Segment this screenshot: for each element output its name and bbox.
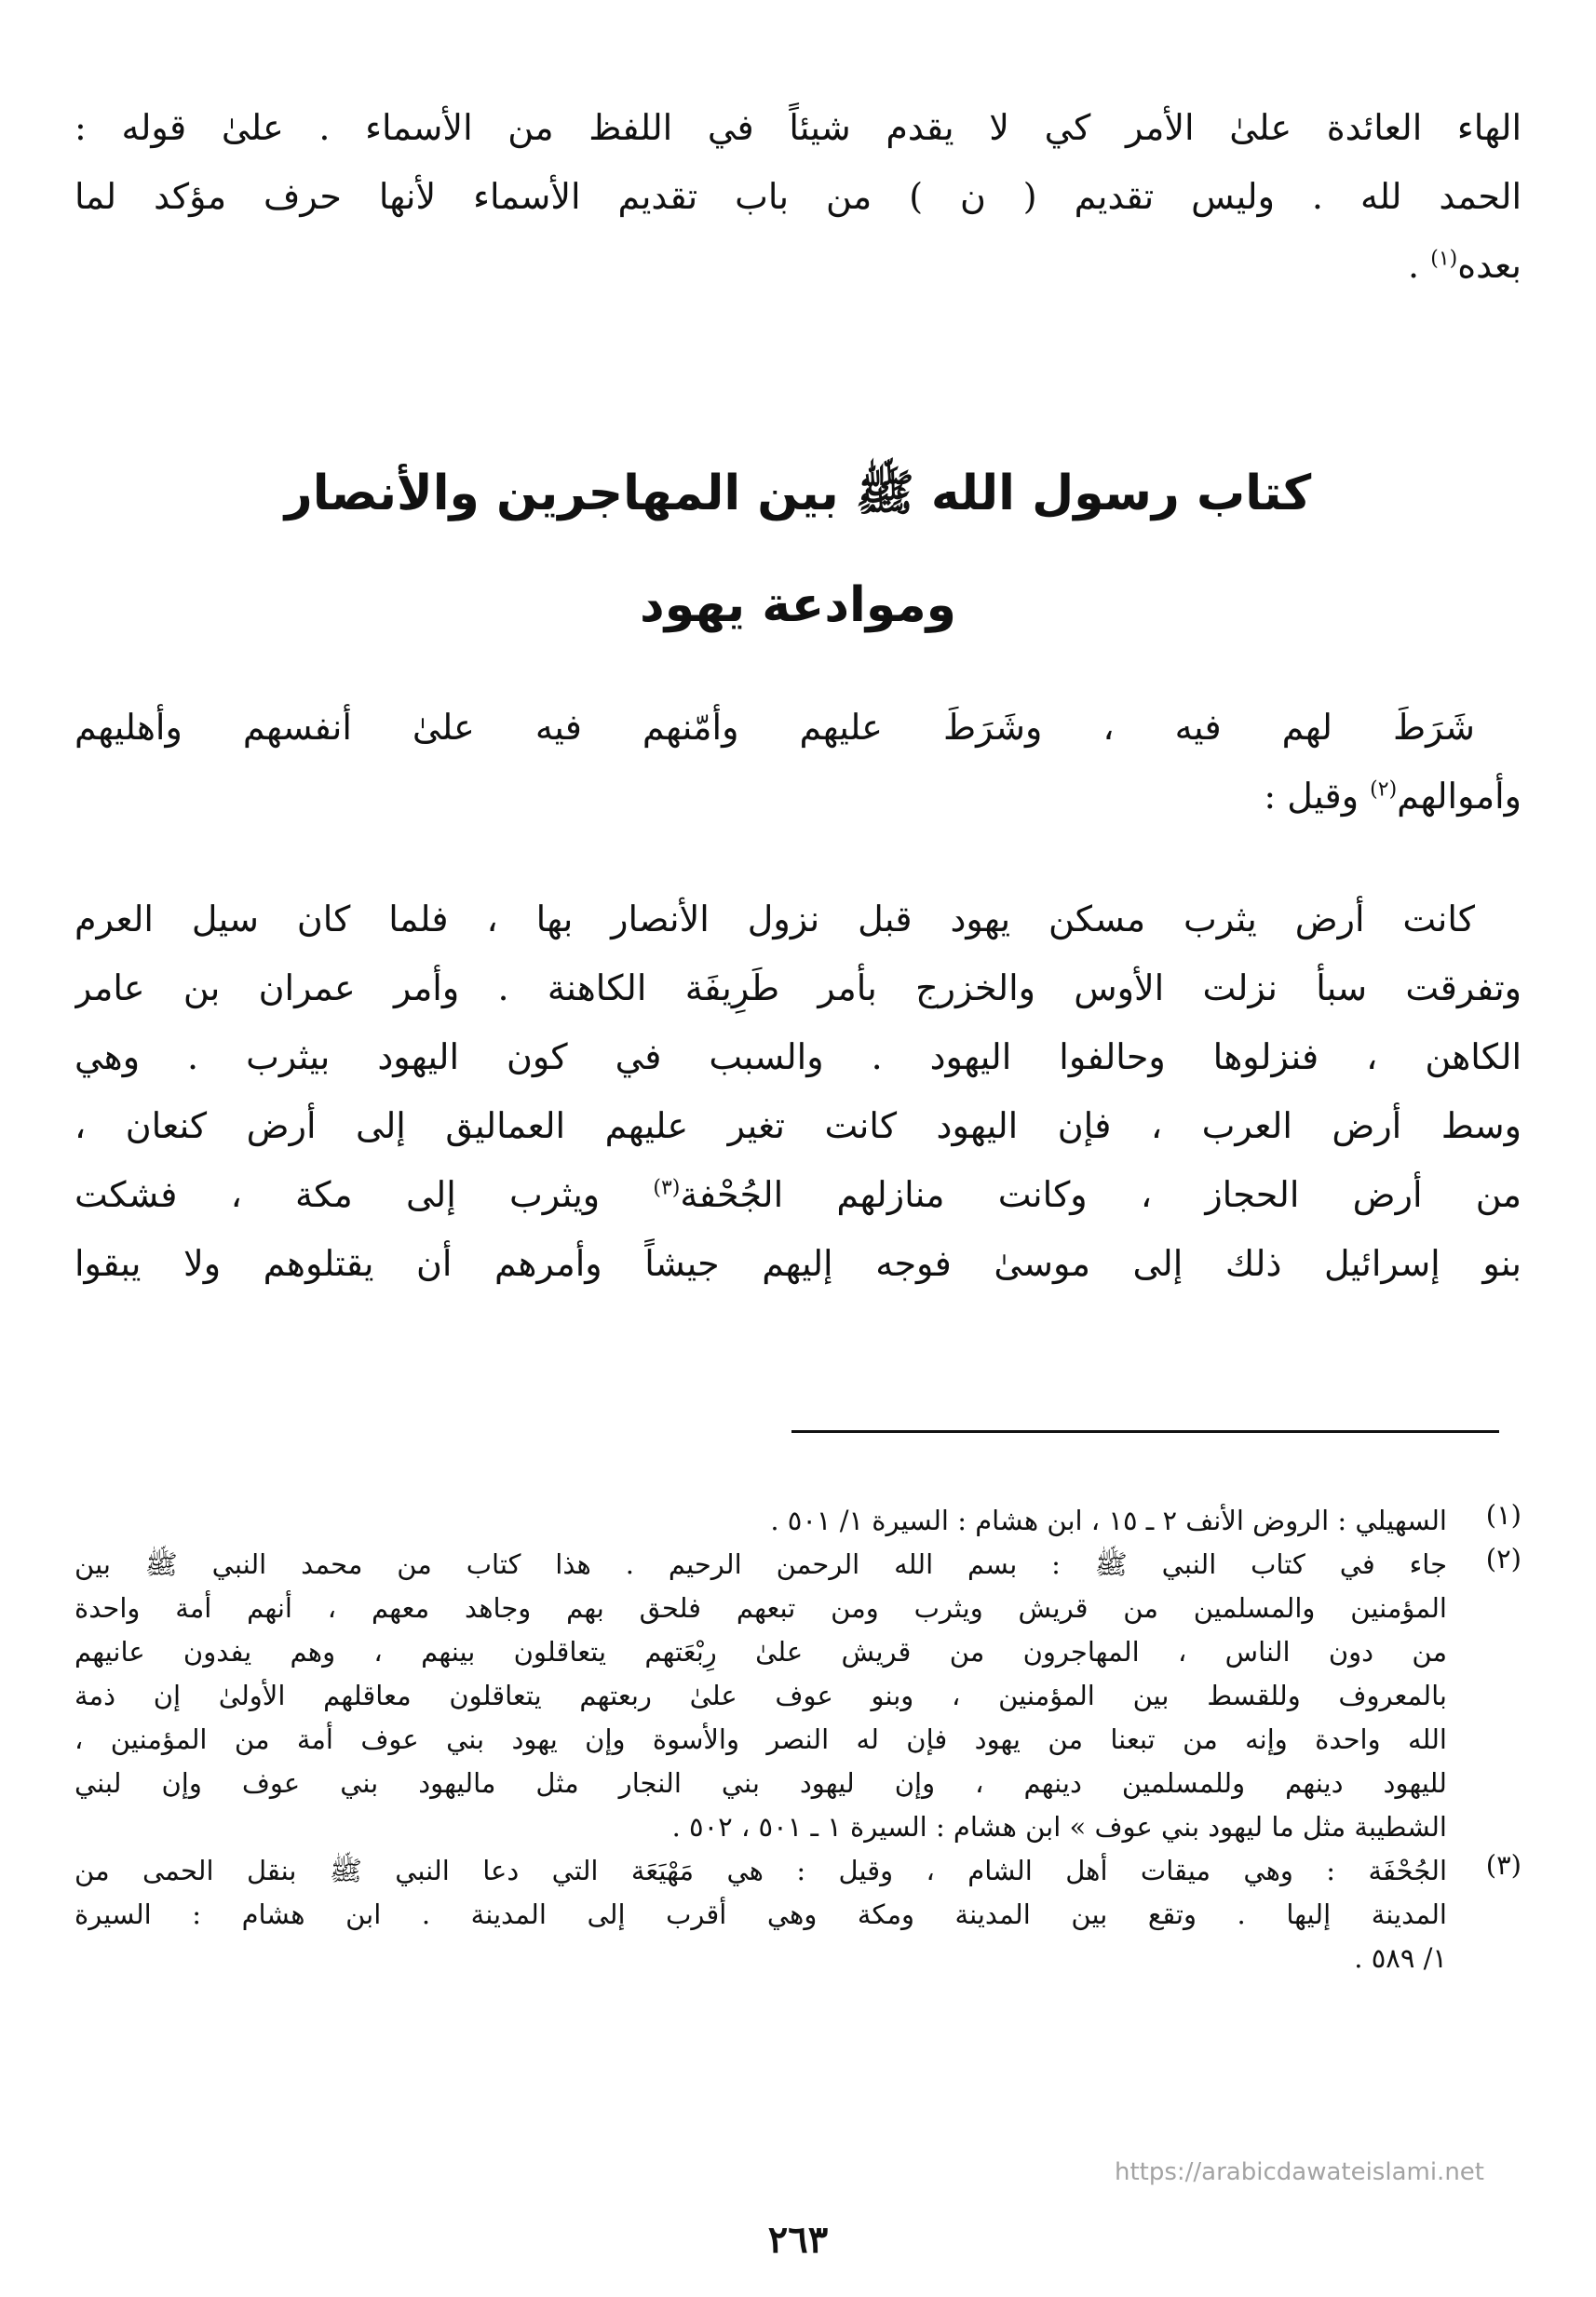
footnote-line: جاء في كتاب النبي ﷺ : بسم الله الرحمن الرحيم . هذا كتاب من محمد النبي ﷺ بين (74, 1548, 1447, 1580)
footnote-number: (١) (1485, 1499, 1522, 1531)
footnote-text (74, 1543, 1447, 1849)
footnote-text (74, 1849, 1447, 1980)
footnote-1 (74, 1499, 1522, 1543)
text-line: وسط أرض العرب ، فإن اليهود كانت تغير عليهم العماليق إلى أرض كنعان ، (74, 1105, 1522, 1146)
text-fragment: من أرض الحجاز ، وكانت منازلهم الجُحْفة (680, 1174, 1522, 1215)
text-fragment: ويثرب إلى مكة ، فشكت (74, 1174, 654, 1215)
footnote-line: بالمعروف وللقسط بين المؤمنين ، وبنو عوف علىٰ ربعتهم يتعاقلون معاقلهم الأولىٰ إن ذمة (74, 1680, 1447, 1711)
footnote-number: (٣) (1485, 1849, 1522, 1881)
section-subtitle: وموادعة يهود (640, 577, 956, 633)
text-line: كانت أرض يثرب مسكن يهود قبل نزول الأنصار بها ، فلما كان سيل العرم (74, 899, 1475, 939)
top-paragraph (74, 93, 1522, 300)
page-number: ٢٦٣ (767, 2218, 829, 2262)
footnote-line: الشطيبة مثل ما ليهود بني عوف » ابن هشام : السيرة ١ ـ ٥٠١ ، ٥٠٢ . (671, 1811, 1447, 1843)
footnote-line: الجُحْفَة : وهي ميقات أهل الشام ، وقيل : هي مَهْيَعَة التي دعا النبي ﷺ بنقل الحمى من (74, 1855, 1447, 1886)
text-line: الحمد لله . وليس تقديم ( ن ) من باب تقديم الأسماء لأنها حرف مؤكد لما (74, 176, 1522, 217)
text-fragment: بعده (1457, 245, 1522, 286)
text-line: الكاهن ، فنزلوها وحالفوا اليهود . والسبب في كون اليهود بيثرب . وهي (74, 1036, 1522, 1077)
text-line (74, 231, 1522, 300)
watermark-url: https://arabicdawateislami.net (1114, 2158, 1484, 2186)
footnote-marker: (٣) (653, 1176, 681, 1200)
footnote-separator (791, 1430, 1499, 1433)
text-line: وتفرقت سبأ نزلت الأوس والخزرج بأمر طَرِيفَة الكاهنة . وأمر عمران بن عامر (74, 967, 1522, 1008)
text-fragment: . (1408, 245, 1431, 286)
intro-paragraph (74, 693, 1522, 831)
footnote-3 (74, 1849, 1522, 1980)
footnote-line: السهيلي : الروض الأنف ٢ ـ ١٥ ، ابن هشام : السيرة ١/ ٥٠١ . (770, 1505, 1447, 1536)
footnote-number: (٢) (1485, 1543, 1522, 1574)
footnote-line: المؤمنين والمسلمين من قريش ويثرب ومن تبعهم فلحق بهم وجاهد معهم ، أنهم أمة واحدة (74, 1592, 1447, 1624)
main-paragraph (74, 885, 1522, 1298)
footnote-text (74, 1499, 1447, 1543)
text-line (74, 762, 1522, 831)
footnote-marker: (١) (1430, 247, 1458, 271)
footnote-marker: (٢) (1370, 777, 1398, 802)
footnote-2 (74, 1543, 1522, 1849)
footnote-line: ١/ ٥٨٩ . (1354, 1942, 1447, 1974)
text-line: شَرَطَ لهم فيه ، وشَرَطَ عليهم وأمّنهم فيه علىٰ أنفسهم وأهليهم (74, 707, 1475, 748)
text-line: الهاء العائدة علىٰ الأمر كي لا يقدم شيئاً في اللفظ من الأسماء . علىٰ قوله : (74, 107, 1522, 148)
footnote-line: من دون الناس ، المهاجرون من قريش علىٰ رِبْعَتهم يتعاقلون بينهم ، وهم يفدون عانيهم (74, 1636, 1447, 1668)
footnote-line: الله واحدة وإنه من تبعنا من يهود فإن له النصر والأسوة وإن يهود بني عوف أمة من المؤمنين ، (74, 1723, 1447, 1755)
text-line (74, 1160, 1522, 1229)
footnote-line: لليهود دينهم وللمسلمين دينهم ، وإن ليهود بني النجار مثل ماليهود بني عوف وإن لبني (74, 1767, 1447, 1799)
section-title: كتاب رسول الله ﷺ بين المهاجرين والأنصار (284, 466, 1312, 521)
text-fragment: وأموالهم (1397, 776, 1522, 817)
text-fragment: وقيل : (1264, 776, 1371, 817)
footnote-line: المدينة إليها . وتقع بين المدينة ومكة وهي أقرب إلى المدينة . ابن هشام : السيرة (74, 1898, 1447, 1930)
footnotes (74, 1499, 1522, 1980)
text-line: بنو إسرائيل ذلك إلى موسىٰ فوجه إليهم جيشاً وأمرهم أن يقتلوهم ولا يبقوا (74, 1243, 1522, 1284)
